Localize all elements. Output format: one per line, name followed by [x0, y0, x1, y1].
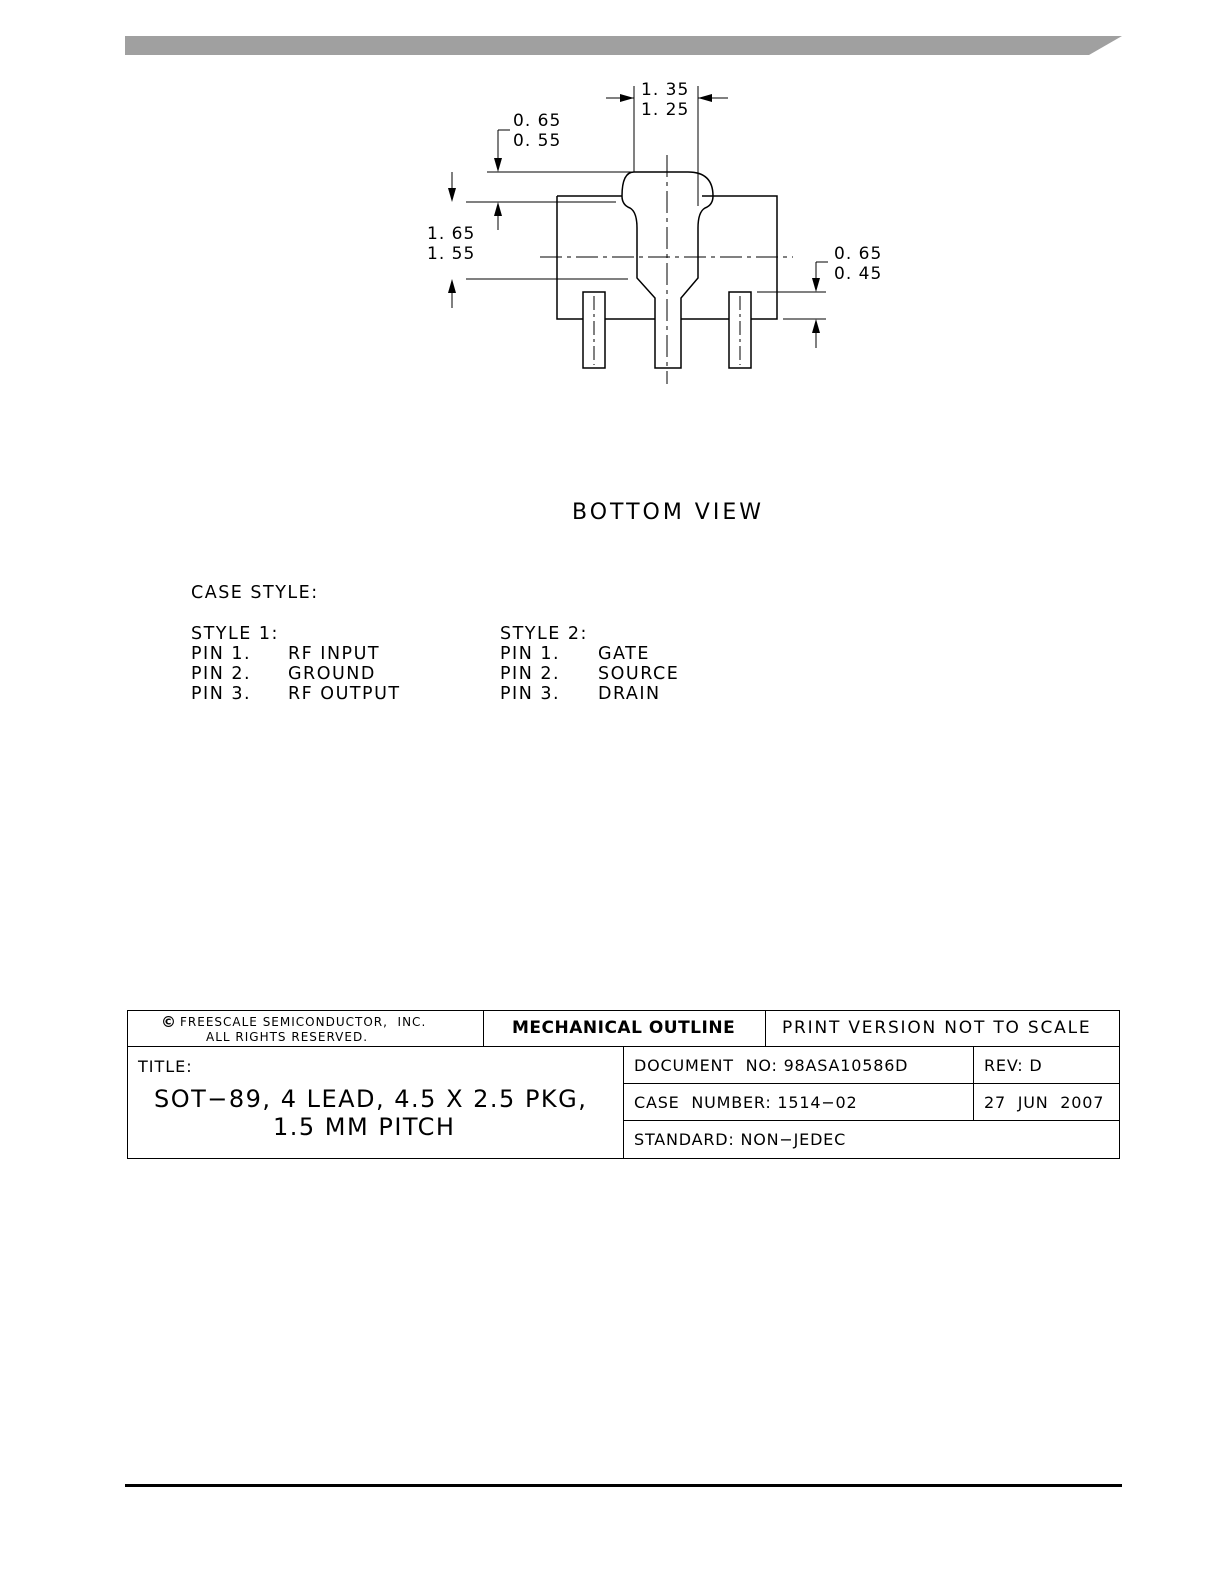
title-line2: 1.5 MM PITCH [273, 1113, 456, 1141]
standard-cell [624, 1121, 1120, 1158]
arrow-top-left [620, 94, 634, 102]
dim-body-height-max: 1. 65 [427, 224, 476, 244]
style1-pin3-name: RF OUTPUT [288, 684, 401, 704]
arrow-body-top [448, 188, 456, 202]
print-note-cell [766, 1011, 1120, 1047]
copyright-cell [128, 1011, 484, 1047]
date: 27 JUN 2007 [984, 1093, 1105, 1112]
style2-pin1-label: PIN 1. [500, 644, 561, 664]
print-note: PRINT VERSION NOT TO SCALE [782, 1018, 1092, 1038]
style1-pin1-label: PIN 1. [191, 644, 252, 664]
arrow-lead-bottom [812, 319, 820, 333]
dim-body-height-min: 1. 55 [427, 244, 476, 264]
style2-pin3-label: PIN 3. [500, 684, 561, 704]
title-block [127, 1010, 1120, 1159]
dim-tab-inset-min: 0. 55 [513, 131, 562, 151]
footer-rule [125, 1484, 1122, 1487]
style1-pin3-label: PIN 3. [191, 684, 252, 704]
style2-pin3-name: DRAIN [598, 684, 661, 704]
title-label: TITLE: [138, 1057, 193, 1076]
bottom-view-drawing [0, 0, 1225, 420]
case-number: CASE NUMBER: 1514−02 [634, 1093, 858, 1112]
title-cell [128, 1047, 624, 1159]
outline-label: MECHANICAL OUTLINE [512, 1018, 736, 1038]
style1-title: STYLE 1: [191, 624, 279, 644]
document-no: DOCUMENT NO: 98ASA10586D [634, 1056, 909, 1075]
copyright-icon: © [161, 1013, 176, 1031]
outline-label-cell [484, 1011, 766, 1047]
document-no-cell [624, 1047, 974, 1084]
style1-pin2-name: GROUND [288, 664, 376, 684]
dim-lead-offset-max: 0. 65 [834, 244, 883, 264]
title-line1: SOT−89, 4 LEAD, 4.5 X 2.5 PKG, [154, 1085, 588, 1113]
view-label: BOTTOM VIEW [572, 500, 764, 525]
style2-pin1-name: GATE [598, 644, 650, 664]
standard: STANDARD: NON−JEDEC [634, 1130, 847, 1149]
style1-pin2-label: PIN 2. [191, 664, 252, 684]
dim-top-width-max: 1. 35 [641, 80, 690, 100]
dim-top-width-min: 1. 25 [641, 100, 690, 120]
style1-pin1-name: RF INPUT [288, 644, 381, 664]
date-cell [974, 1084, 1120, 1121]
revision: REV: D [984, 1056, 1043, 1075]
case-style-heading: CASE STYLE: [191, 583, 319, 603]
arrow-body-bottom [448, 279, 456, 293]
dim-tab-inset-max: 0. 65 [513, 111, 562, 131]
rev-cell [974, 1047, 1120, 1084]
case-number-cell [624, 1084, 974, 1121]
arrow-tab-lower [494, 202, 502, 216]
dim-lead-offset-min: 0. 45 [834, 264, 883, 284]
style2-pin2-label: PIN 2. [500, 664, 561, 684]
style2-pin2-name: SOURCE [598, 664, 680, 684]
copyright-line1: FREESCALE SEMICONDUCTOR, INC. [180, 1015, 427, 1029]
arrow-tab-inset [494, 158, 502, 172]
copyright-line2: ALL RIGHTS RESERVED. [206, 1030, 369, 1044]
style2-title: STYLE 2: [500, 624, 588, 644]
arrow-lead-top [812, 278, 820, 292]
arrow-top-right [698, 94, 712, 102]
